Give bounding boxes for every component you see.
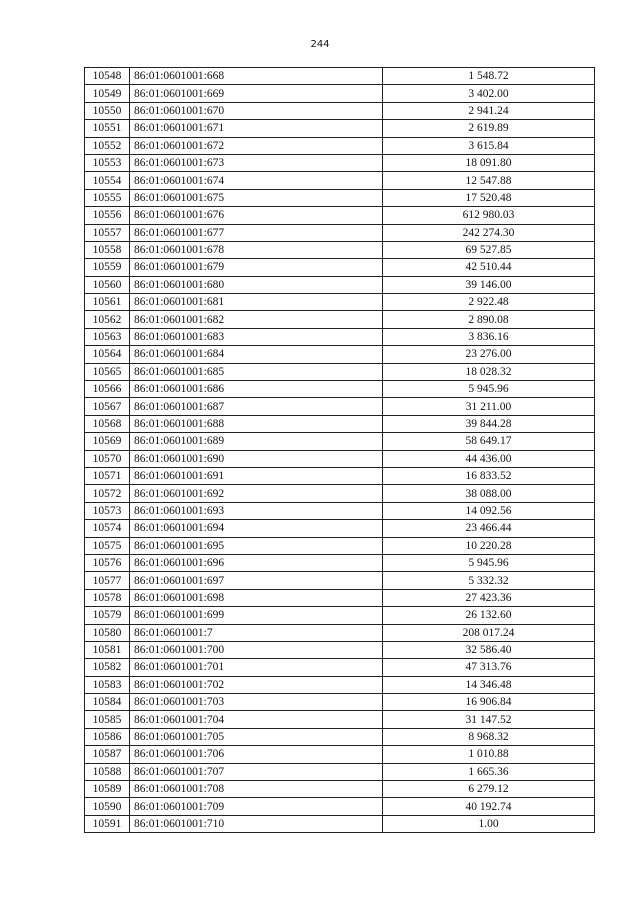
- cadastral-number-cell: 86:01:0601001:703: [130, 694, 383, 711]
- table-row: [85, 398, 595, 415]
- cadastral-value-cell: 2 941.24: [383, 102, 595, 119]
- table-row: [85, 433, 595, 450]
- page-number: 244: [310, 39, 330, 50]
- row-number-cell: 10581: [85, 641, 130, 658]
- cadastral-number-cell: 86:01:0601001:694: [130, 520, 383, 537]
- table-row: [85, 467, 595, 484]
- row-number-cell: 10574: [85, 520, 130, 537]
- cadastral-value-cell: 3 836.16: [383, 328, 595, 345]
- cadastral-value-cell: 5 945.96: [383, 554, 595, 571]
- cadastral-number-cell: 86:01:0601001:673: [130, 154, 383, 171]
- row-number-cell: 10591: [85, 815, 130, 832]
- cadastral-value-cell: 208 017.24: [383, 624, 595, 641]
- cadastral-number-cell: 86:01:0601001:690: [130, 450, 383, 467]
- cadastral-value-cell: 242 274.30: [383, 224, 595, 241]
- cadastral-value-cell: 3 402.00: [383, 85, 595, 102]
- table-row: [85, 172, 595, 189]
- table-row: [85, 763, 595, 780]
- cadastral-number-cell: 86:01:0601001:696: [130, 554, 383, 571]
- cadastral-value-cell: 3 615.84: [383, 137, 595, 154]
- table-row: [85, 694, 595, 711]
- cadastral-number-cell: 86:01:0601001:670: [130, 102, 383, 119]
- cadastral-value-cell: 23 466.44: [383, 520, 595, 537]
- row-number-cell: 10548: [85, 68, 130, 85]
- cadastral-number-cell: 86:01:0601001:675: [130, 189, 383, 206]
- table-row: [85, 154, 595, 171]
- table-row: [85, 641, 595, 658]
- cadastral-number-cell: 86:01:0601001:691: [130, 467, 383, 484]
- cadastral-number-cell: 86:01:0601001:681: [130, 294, 383, 311]
- table-row: [85, 607, 595, 624]
- table-row: [85, 120, 595, 137]
- cadastral-value-cell: 39 146.00: [383, 276, 595, 293]
- cadastral-value-cell: 38 088.00: [383, 485, 595, 502]
- cadastral-value-cell: 5 945.96: [383, 381, 595, 398]
- table-row: [85, 746, 595, 763]
- row-number-cell: 10584: [85, 694, 130, 711]
- table-row: [85, 711, 595, 728]
- row-number-cell: 10564: [85, 346, 130, 363]
- row-number-cell: 10590: [85, 798, 130, 815]
- row-number-cell: 10589: [85, 781, 130, 798]
- cadastral-number-cell: 86:01:0601001:677: [130, 224, 383, 241]
- cadastral-value-table: [84, 67, 595, 833]
- cadastral-value-cell: 10 220.28: [383, 537, 595, 554]
- cadastral-number-cell: 86:01:0601001:704: [130, 711, 383, 728]
- cadastral-number-cell: 86:01:0601001:672: [130, 137, 383, 154]
- table-body: [85, 68, 595, 833]
- cadastral-number-cell: 86:01:0601001:701: [130, 659, 383, 676]
- row-number-cell: 10579: [85, 607, 130, 624]
- row-number-cell: 10554: [85, 172, 130, 189]
- row-number-cell: 10565: [85, 363, 130, 380]
- row-number-cell: 10572: [85, 485, 130, 502]
- table-row: [85, 311, 595, 328]
- table-row: [85, 137, 595, 154]
- cadastral-number-cell: 86:01:0601001:705: [130, 728, 383, 745]
- table-row: [85, 502, 595, 519]
- cadastral-number-cell: 86:01:0601001:679: [130, 259, 383, 276]
- cadastral-number-cell: 86:01:0601001:669: [130, 85, 383, 102]
- row-number-cell: 10558: [85, 241, 130, 258]
- table-row: [85, 572, 595, 589]
- table-row: [85, 259, 595, 276]
- cadastral-value-cell: 47 313.76: [383, 659, 595, 676]
- cadastral-value-cell: 1 665.36: [383, 763, 595, 780]
- cadastral-number-cell: 86:01:0601001:680: [130, 276, 383, 293]
- cadastral-number-cell: 86:01:0601001:7: [130, 624, 383, 641]
- cadastral-value-cell: 40 192.74: [383, 798, 595, 815]
- cadastral-value-cell: 17 520.48: [383, 189, 595, 206]
- table-row: [85, 781, 595, 798]
- cadastral-number-cell: 86:01:0601001:702: [130, 676, 383, 693]
- row-number-cell: 10570: [85, 450, 130, 467]
- cadastral-value-cell: 14 092.56: [383, 502, 595, 519]
- cadastral-number-cell: 86:01:0601001:708: [130, 781, 383, 798]
- cadastral-value-cell: 2 619.89: [383, 120, 595, 137]
- row-number-cell: 10556: [85, 207, 130, 224]
- cadastral-number-cell: 86:01:0601001:706: [130, 746, 383, 763]
- cadastral-value-cell: 58 649.17: [383, 433, 595, 450]
- cadastral-value-cell: 14 346.48: [383, 676, 595, 693]
- row-number-cell: 10573: [85, 502, 130, 519]
- row-number-cell: 10555: [85, 189, 130, 206]
- cadastral-value-cell: 23 276.00: [383, 346, 595, 363]
- row-number-cell: 10568: [85, 415, 130, 432]
- table-row: [85, 224, 595, 241]
- cadastral-value-cell: 26 132.60: [383, 607, 595, 624]
- cadastral-value-cell: 31 147.52: [383, 711, 595, 728]
- cadastral-value-cell: 18 091.80: [383, 154, 595, 171]
- table-row: [85, 276, 595, 293]
- table-row: [85, 676, 595, 693]
- row-number-cell: 10567: [85, 398, 130, 415]
- cadastral-number-cell: 86:01:0601001:695: [130, 537, 383, 554]
- row-number-cell: 10560: [85, 276, 130, 293]
- row-number-cell: 10562: [85, 311, 130, 328]
- row-number-cell: 10576: [85, 554, 130, 571]
- row-number-cell: 10587: [85, 746, 130, 763]
- cadastral-number-cell: 86:01:0601001:700: [130, 641, 383, 658]
- row-number-cell: 10566: [85, 381, 130, 398]
- table-row: [85, 415, 595, 432]
- row-number-cell: 10559: [85, 259, 130, 276]
- table-row: [85, 102, 595, 119]
- row-number-cell: 10549: [85, 85, 130, 102]
- table-row: [85, 68, 595, 85]
- cadastral-number-cell: 86:01:0601001:676: [130, 207, 383, 224]
- row-number-cell: 10550: [85, 102, 130, 119]
- cadastral-number-cell: 86:01:0601001:684: [130, 346, 383, 363]
- cadastral-value-cell: 16 833.52: [383, 467, 595, 484]
- cadastral-number-cell: 86:01:0601001:709: [130, 798, 383, 815]
- table-row: [85, 450, 595, 467]
- table-row: [85, 381, 595, 398]
- row-number-cell: 10561: [85, 294, 130, 311]
- table-row: [85, 485, 595, 502]
- row-number-cell: 10580: [85, 624, 130, 641]
- cadastral-value-cell: 27 423.36: [383, 589, 595, 606]
- cadastral-number-cell: 86:01:0601001:688: [130, 415, 383, 432]
- table-row: [85, 537, 595, 554]
- table-row: [85, 728, 595, 745]
- table-row: [85, 85, 595, 102]
- table-row: [85, 241, 595, 258]
- cadastral-value-cell: 31 211.00: [383, 398, 595, 415]
- cadastral-value-cell: 1 548.72: [383, 68, 595, 85]
- cadastral-number-cell: 86:01:0601001:671: [130, 120, 383, 137]
- table-row: [85, 189, 595, 206]
- row-number-cell: 10571: [85, 467, 130, 484]
- cadastral-number-cell: 86:01:0601001:689: [130, 433, 383, 450]
- cadastral-number-cell: 86:01:0601001:682: [130, 311, 383, 328]
- cadastral-number-cell: 86:01:0601001:683: [130, 328, 383, 345]
- cadastral-value-cell: 44 436.00: [383, 450, 595, 467]
- cadastral-number-cell: 86:01:0601001:685: [130, 363, 383, 380]
- row-number-cell: 10551: [85, 120, 130, 137]
- table-row: [85, 798, 595, 815]
- cadastral-value-cell: 69 527.85: [383, 241, 595, 258]
- cadastral-value-cell: 6 279.12: [383, 781, 595, 798]
- cadastral-value-cell: 8 968.32: [383, 728, 595, 745]
- row-number-cell: 10582: [85, 659, 130, 676]
- cadastral-value-cell: 42 510.44: [383, 259, 595, 276]
- cadastral-number-cell: 86:01:0601001:697: [130, 572, 383, 589]
- table-row: [85, 624, 595, 641]
- cadastral-number-cell: 86:01:0601001:693: [130, 502, 383, 519]
- table-row: [85, 346, 595, 363]
- cadastral-number-cell: 86:01:0601001:699: [130, 607, 383, 624]
- cadastral-number-cell: 86:01:0601001:687: [130, 398, 383, 415]
- cadastral-number-cell: 86:01:0601001:678: [130, 241, 383, 258]
- table-row: [85, 363, 595, 380]
- row-number-cell: 10578: [85, 589, 130, 606]
- cadastral-value-cell: 1.00: [383, 815, 595, 832]
- table-row: [85, 554, 595, 571]
- cadastral-number-cell: 86:01:0601001:668: [130, 68, 383, 85]
- cadastral-value-cell: 39 844.28: [383, 415, 595, 432]
- cadastral-number-cell: 86:01:0601001:692: [130, 485, 383, 502]
- cadastral-value-cell: 2 922.48: [383, 294, 595, 311]
- row-number-cell: 10569: [85, 433, 130, 450]
- cadastral-value-cell: 5 332.32: [383, 572, 595, 589]
- row-number-cell: 10577: [85, 572, 130, 589]
- row-number-cell: 10586: [85, 728, 130, 745]
- row-number-cell: 10585: [85, 711, 130, 728]
- cadastral-number-cell: 86:01:0601001:674: [130, 172, 383, 189]
- table-row: [85, 520, 595, 537]
- row-number-cell: 10583: [85, 676, 130, 693]
- cadastral-value-cell: 12 547.88: [383, 172, 595, 189]
- cadastral-value-cell: 18 028.32: [383, 363, 595, 380]
- cadastral-number-cell: 86:01:0601001:686: [130, 381, 383, 398]
- table-row: [85, 815, 595, 832]
- cadastral-value-cell: 16 906.84: [383, 694, 595, 711]
- row-number-cell: 10552: [85, 137, 130, 154]
- cadastral-value-cell: 1 010.88: [383, 746, 595, 763]
- cadastral-number-cell: 86:01:0601001:710: [130, 815, 383, 832]
- table-row: [85, 207, 595, 224]
- row-number-cell: 10575: [85, 537, 130, 554]
- row-number-cell: 10588: [85, 763, 130, 780]
- table-row: [85, 659, 595, 676]
- table-row: [85, 328, 595, 345]
- cadastral-number-cell: 86:01:0601001:698: [130, 589, 383, 606]
- table-row: [85, 294, 595, 311]
- cadastral-value-cell: 612 980.03: [383, 207, 595, 224]
- cadastral-number-cell: 86:01:0601001:707: [130, 763, 383, 780]
- cadastral-value-cell: 32 586.40: [383, 641, 595, 658]
- row-number-cell: 10553: [85, 154, 130, 171]
- cadastral-value-cell: 2 890.08: [383, 311, 595, 328]
- row-number-cell: 10557: [85, 224, 130, 241]
- table-row: [85, 589, 595, 606]
- row-number-cell: 10563: [85, 328, 130, 345]
